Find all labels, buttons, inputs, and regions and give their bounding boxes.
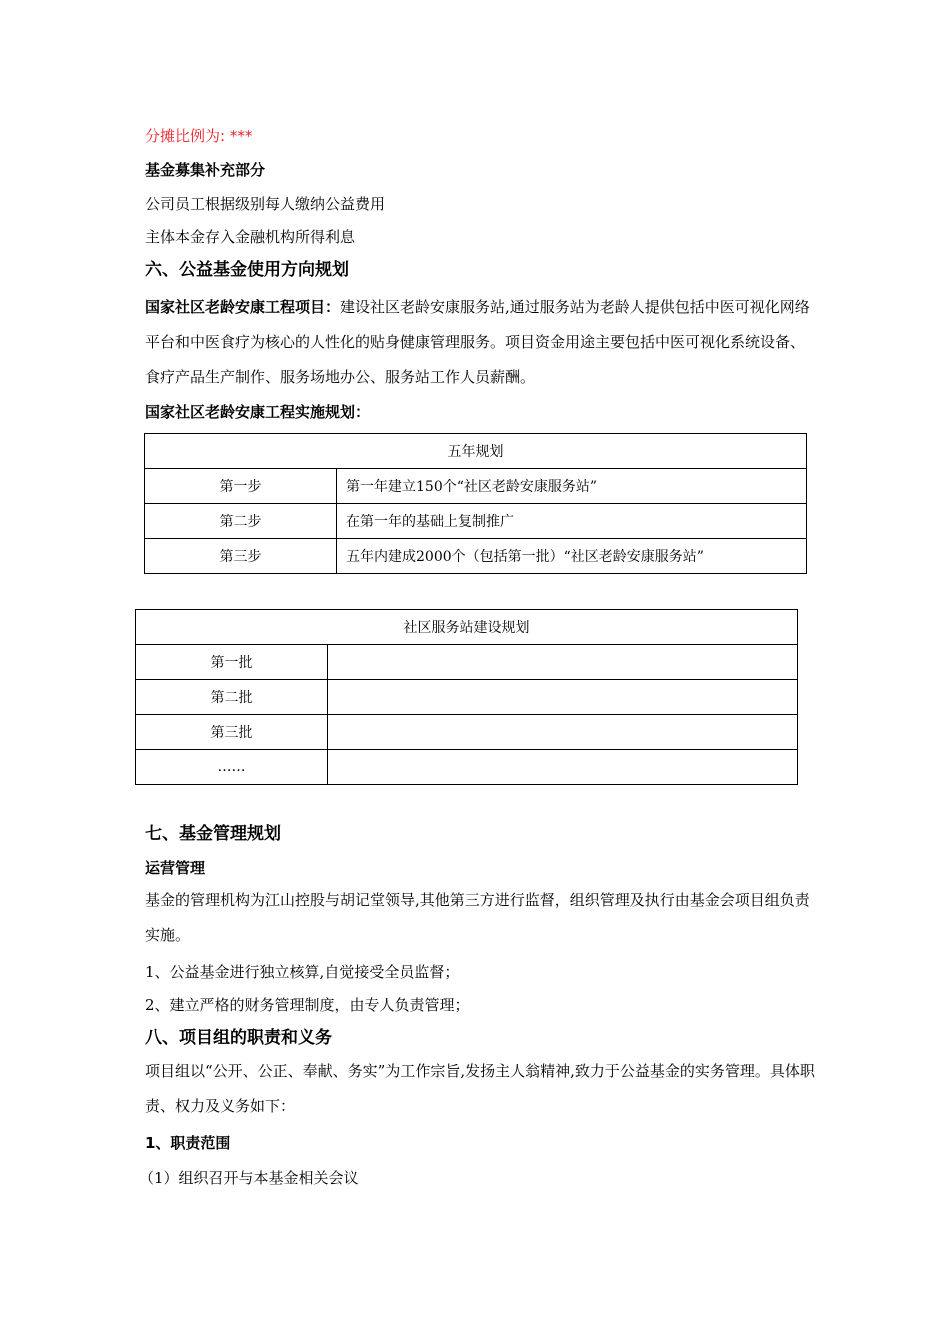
table-row xyxy=(136,715,798,750)
supplement-heading: 基金募集补充部分 xyxy=(145,161,266,179)
project-lead: 国家社区老龄安康工程项目： xyxy=(145,298,341,316)
step-cell: 第三步 xyxy=(145,539,337,574)
batch-cell: 第三批 xyxy=(136,715,328,750)
step-cell: 第二步 xyxy=(145,504,337,539)
batch-cell: …… xyxy=(136,750,328,785)
section8-sub: 1、职责范围 xyxy=(145,1134,231,1152)
station-title: 社区服务站建设规划 xyxy=(136,610,798,645)
step-desc-cell: 在第一年的基础上复制推广 xyxy=(337,504,807,539)
section7-item-2: 2、建立严格的财务管理制度，由专人负责管理； xyxy=(145,996,470,1014)
batch-cell: 第一批 xyxy=(136,645,328,680)
section6-project-paragraph xyxy=(145,290,815,395)
step-desc-cell: 五年内建成2000个（包括第一批）“社区老龄安康服务站” xyxy=(337,539,807,574)
table-row xyxy=(145,504,807,539)
table-row xyxy=(145,539,807,574)
table-row xyxy=(136,750,798,785)
allocation-label: 分摊比例为: xyxy=(145,127,226,145)
allocation-value: *** xyxy=(229,127,253,145)
supplement-line-2: 主体本金存入金融机构所得利息 xyxy=(145,228,356,246)
five-year-title: 五年规划 xyxy=(145,434,807,469)
batch-cell: 第二批 xyxy=(136,680,328,715)
project-body: 建设社区老龄安康服务站,通过服务站为老龄人提供包括中医可视化网络平台和中医食疗为核心的人性化的贴身健康管理服务。项目资金用途主要包括中医可视化系统设备、食疗产品生产制作、服务场地办公、服务站工作人员薪酬。 xyxy=(145,298,810,386)
batch-desc-cell xyxy=(328,680,798,715)
section6-title: 六、公益基金使用方向规划 xyxy=(145,260,349,280)
five-year-plan-table xyxy=(144,433,807,574)
table-row xyxy=(145,469,807,504)
section8-item: （1）组织召开与本基金相关会议 xyxy=(139,1169,359,1187)
step-cell: 第一步 xyxy=(145,469,337,504)
allocation-ratio xyxy=(145,126,252,146)
section7-item-1: 1、公益基金进行独立核算,自觉接受全员监督； xyxy=(145,963,460,981)
supplement-line-1: 公司员工根据级别每人缴纳公益费用 xyxy=(145,195,386,213)
section7-title: 七、基金管理规划 xyxy=(145,824,281,844)
section8-paragraph: 项目组以“公开、公正、奉献、务实”为工作宗旨,发扬主人翁精神,致力于公益基金的实务管理。具体职责、权力及义务如下： xyxy=(145,1062,815,1115)
section7-paragraph: 基金的管理机构为江山控股与胡记堂领导,其他第三方进行监督，组织管理及执行由基金会项目组负责实施。 xyxy=(145,891,810,944)
section7-sub: 运营管理 xyxy=(145,859,206,877)
step-desc-cell: 第一年建立150个“社区老龄安康服务站” xyxy=(337,469,807,504)
table-title-row xyxy=(136,610,798,645)
batch-desc-cell xyxy=(328,750,798,785)
station-plan-table xyxy=(135,609,798,785)
batch-desc-cell xyxy=(328,715,798,750)
section8-title: 八、项目组的职责和义务 xyxy=(145,1028,332,1048)
table-title-row xyxy=(145,434,807,469)
table-row xyxy=(136,645,798,680)
batch-desc-cell xyxy=(328,645,798,680)
table-row xyxy=(136,680,798,715)
plan-heading: 国家社区老龄安康工程实施规划： xyxy=(145,403,371,421)
